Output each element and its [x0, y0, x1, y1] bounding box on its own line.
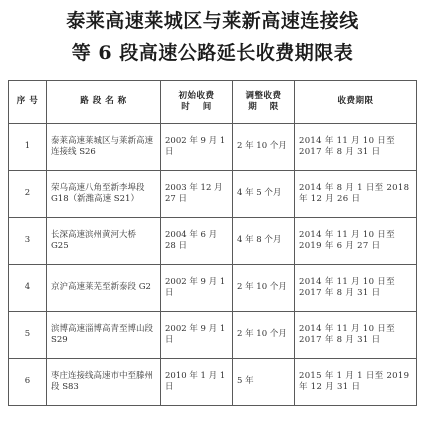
- document-title-line-1: 泰莱高速莱城区与莱新高速连接线: [66, 10, 359, 32]
- table-row: [9, 171, 417, 218]
- start-time: 2002 年 9 月 1 日: [161, 124, 233, 171]
- row-number: 6: [9, 359, 47, 406]
- table-row: [9, 312, 417, 359]
- start-time: 2003 年 12 月 27 日: [161, 171, 233, 218]
- header-period: 收费期限: [295, 81, 417, 124]
- header-start-time-line-1: 初始收费: [178, 90, 215, 101]
- extension-period: 5 年: [233, 359, 295, 406]
- section-name: 滨博高速淄博高青至博山段 S29: [47, 312, 161, 359]
- extension-period: 4 年 5 个月: [233, 171, 295, 218]
- table-row: [9, 218, 417, 265]
- header-section-name: 路 段 名 称: [47, 81, 161, 124]
- section-name: 长深高速滨州黄河大桥 G25: [47, 218, 161, 265]
- table-header-row: [9, 81, 417, 124]
- header-extension-line-1: 调整收费: [245, 90, 282, 101]
- header-start-time-line-2: 时 间: [181, 102, 212, 112]
- row-number: 2: [9, 171, 47, 218]
- extension-period: 2 年 10 个月: [233, 124, 295, 171]
- extension-period: 4 年 8 个月: [233, 218, 295, 265]
- row-number: 4: [9, 265, 47, 312]
- table-row: [9, 265, 417, 312]
- table-row: [9, 124, 417, 171]
- toll-extension-table: [8, 80, 417, 406]
- extension-period: 2 年 10 个月: [233, 312, 295, 359]
- header-extension: [233, 81, 295, 124]
- toll-period: 2014 年 11 月 10 日至 2017 年 8 月 31 日: [295, 265, 417, 312]
- row-number: 3: [9, 218, 47, 265]
- table-row: [9, 359, 417, 406]
- row-number: 5: [9, 312, 47, 359]
- start-time: 2002 年 9 月 1 日: [161, 312, 233, 359]
- section-name: 荣乌高速八角至新李埠段 G18（新潍高速 S21）: [47, 171, 161, 218]
- start-time: 2002 年 9 月 1 日: [161, 265, 233, 312]
- extension-period: 2 年 10 个月: [233, 265, 295, 312]
- section-name: 枣庄连接线高速市中至滕州段 S83: [47, 359, 161, 406]
- row-number: 1: [9, 124, 47, 171]
- section-name: 京沪高速莱芜至新泰段 G2: [47, 265, 161, 312]
- document-title-line-2: 等 6 段高速公路延长收费期限表: [71, 42, 354, 64]
- section-name: 泰莱高速莱城区与莱新高速连接线 S26: [47, 124, 161, 171]
- toll-period: 2014 年 11 月 10 日至 2017 年 8 月 31 日: [295, 124, 417, 171]
- header-no: 序 号: [9, 81, 47, 124]
- start-time: 2010 年 1 月 1 日: [161, 359, 233, 406]
- toll-period: 2014 年 11 月 10 日至 2017 年 8 月 31 日: [295, 312, 417, 359]
- toll-period: 2014 年 8 月 1 日至 2018 年 12 月 26 日: [295, 171, 417, 218]
- toll-period: 2015 年 1 月 1 日至 2019 年 12 月 31 日: [295, 359, 417, 406]
- header-start-time: [161, 81, 233, 124]
- toll-period: 2014 年 11 月 10 日至 2019 年 6 月 27 日: [295, 218, 417, 265]
- header-extension-line-2: 期 限: [248, 102, 279, 112]
- start-time: 2004 年 6 月 28 日: [161, 218, 233, 265]
